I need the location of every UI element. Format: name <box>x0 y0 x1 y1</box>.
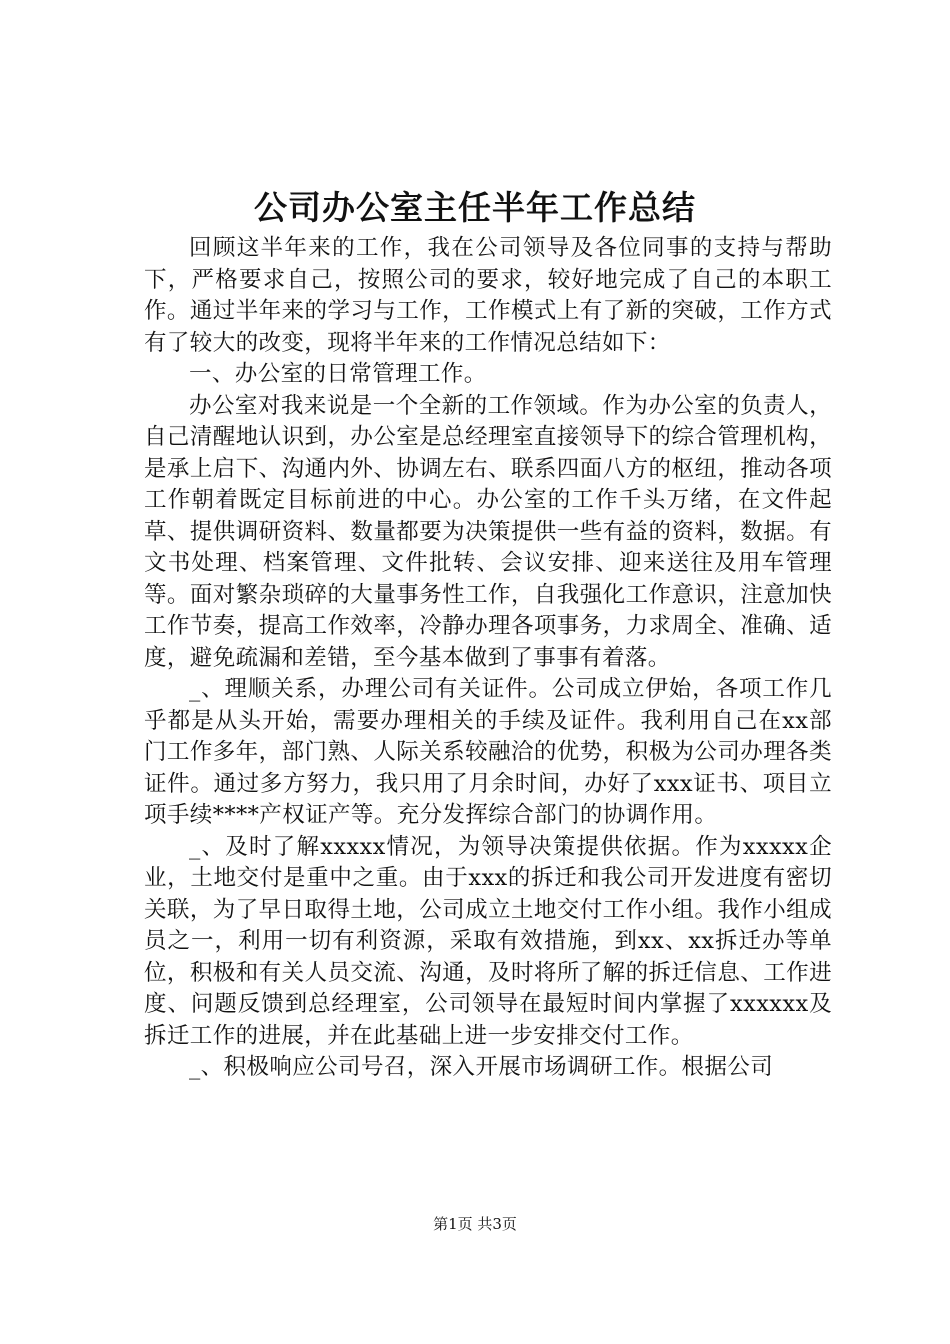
paragraph-office-management: 办公室对我来说是一个全新的工作领域。作为办公室的负责人，自己清醒地认识到，办公室是总经理室直接领导下的综合管理机构，是承上启下、沟通内外、协调左右、联系四面八方的枢纽，推动各项工作朝着既定目标前进的中心。办公室的工作千头万绪，在文件起草、提供调研资料、数量都要为决策提供一些有益的资料，数据。有文书处理、档案管理、文件批转、会议安排、迎来送往及用车管理等。面对繁杂琐碎的大量事务性工作，自我强化工作意识，注意加快工作节奏，提高工作效率，冷静办理各项事务，力求周全、准确、适度，避免疏漏和差错，至今基本做到了事事有着落。 <box>144 392 832 671</box>
paragraph-land-delivery: _、及时了解xxxxx情况，为领导决策提供依据。作为xxxxx企业，土地交付是重中之重。由于xxx的拆迁和我公司开发进度有密切关联，为了早日取得土地，公司成立土地交付工作小组。我作小组成员之一，利用一切有利资源，采取有效措施，到xx、xx拆迁办等单位，积极和有关人员交流、沟通，及时将所了解的拆迁信息、工作进度、问题反馈到总经理室，公司领导在最短时间内掌握了xxxxxx及拆迁工作的进展，并在此基础上进一步安排交付工作。 <box>144 833 832 1049</box>
document-title: 公司办公室主任半年工作总结 <box>254 188 696 227</box>
document-body <box>144 233 832 1084</box>
page-number-footer: 第1页 共3页 <box>433 1215 517 1233</box>
paragraph-certificates: _、理顺关系，办理公司有关证件。公司成立伊始，各项工作几乎都是从头开始，需要办理相关的手续及证件。我利用自己在xx部门工作多年，部门熟、人际关系较融洽的优势，积极为公司办理各类证件。通过多方努力，我只用了月余时间，办好了xxx证书、项目立项手续****产权证产等。充分发挥综合部门的协调作用。 <box>144 676 832 828</box>
section-heading-daily-management: 一、办公室的日常管理工作。 <box>189 361 487 387</box>
paragraph-intro: 回顾这半年来的工作，我在公司领导及各位同事的支持与帮助下，严格要求自己，按照公司的要求，较好地完成了自己的本职工作。通过半年来的学习与工作，工作模式上有了新的突破，工作方式有了较大的改变，现将半年来的工作情况总结如下： <box>144 235 832 356</box>
paragraph-market-research: _、积极响应公司号召，深入开展市场调研工作。根据公司 <box>189 1054 774 1080</box>
